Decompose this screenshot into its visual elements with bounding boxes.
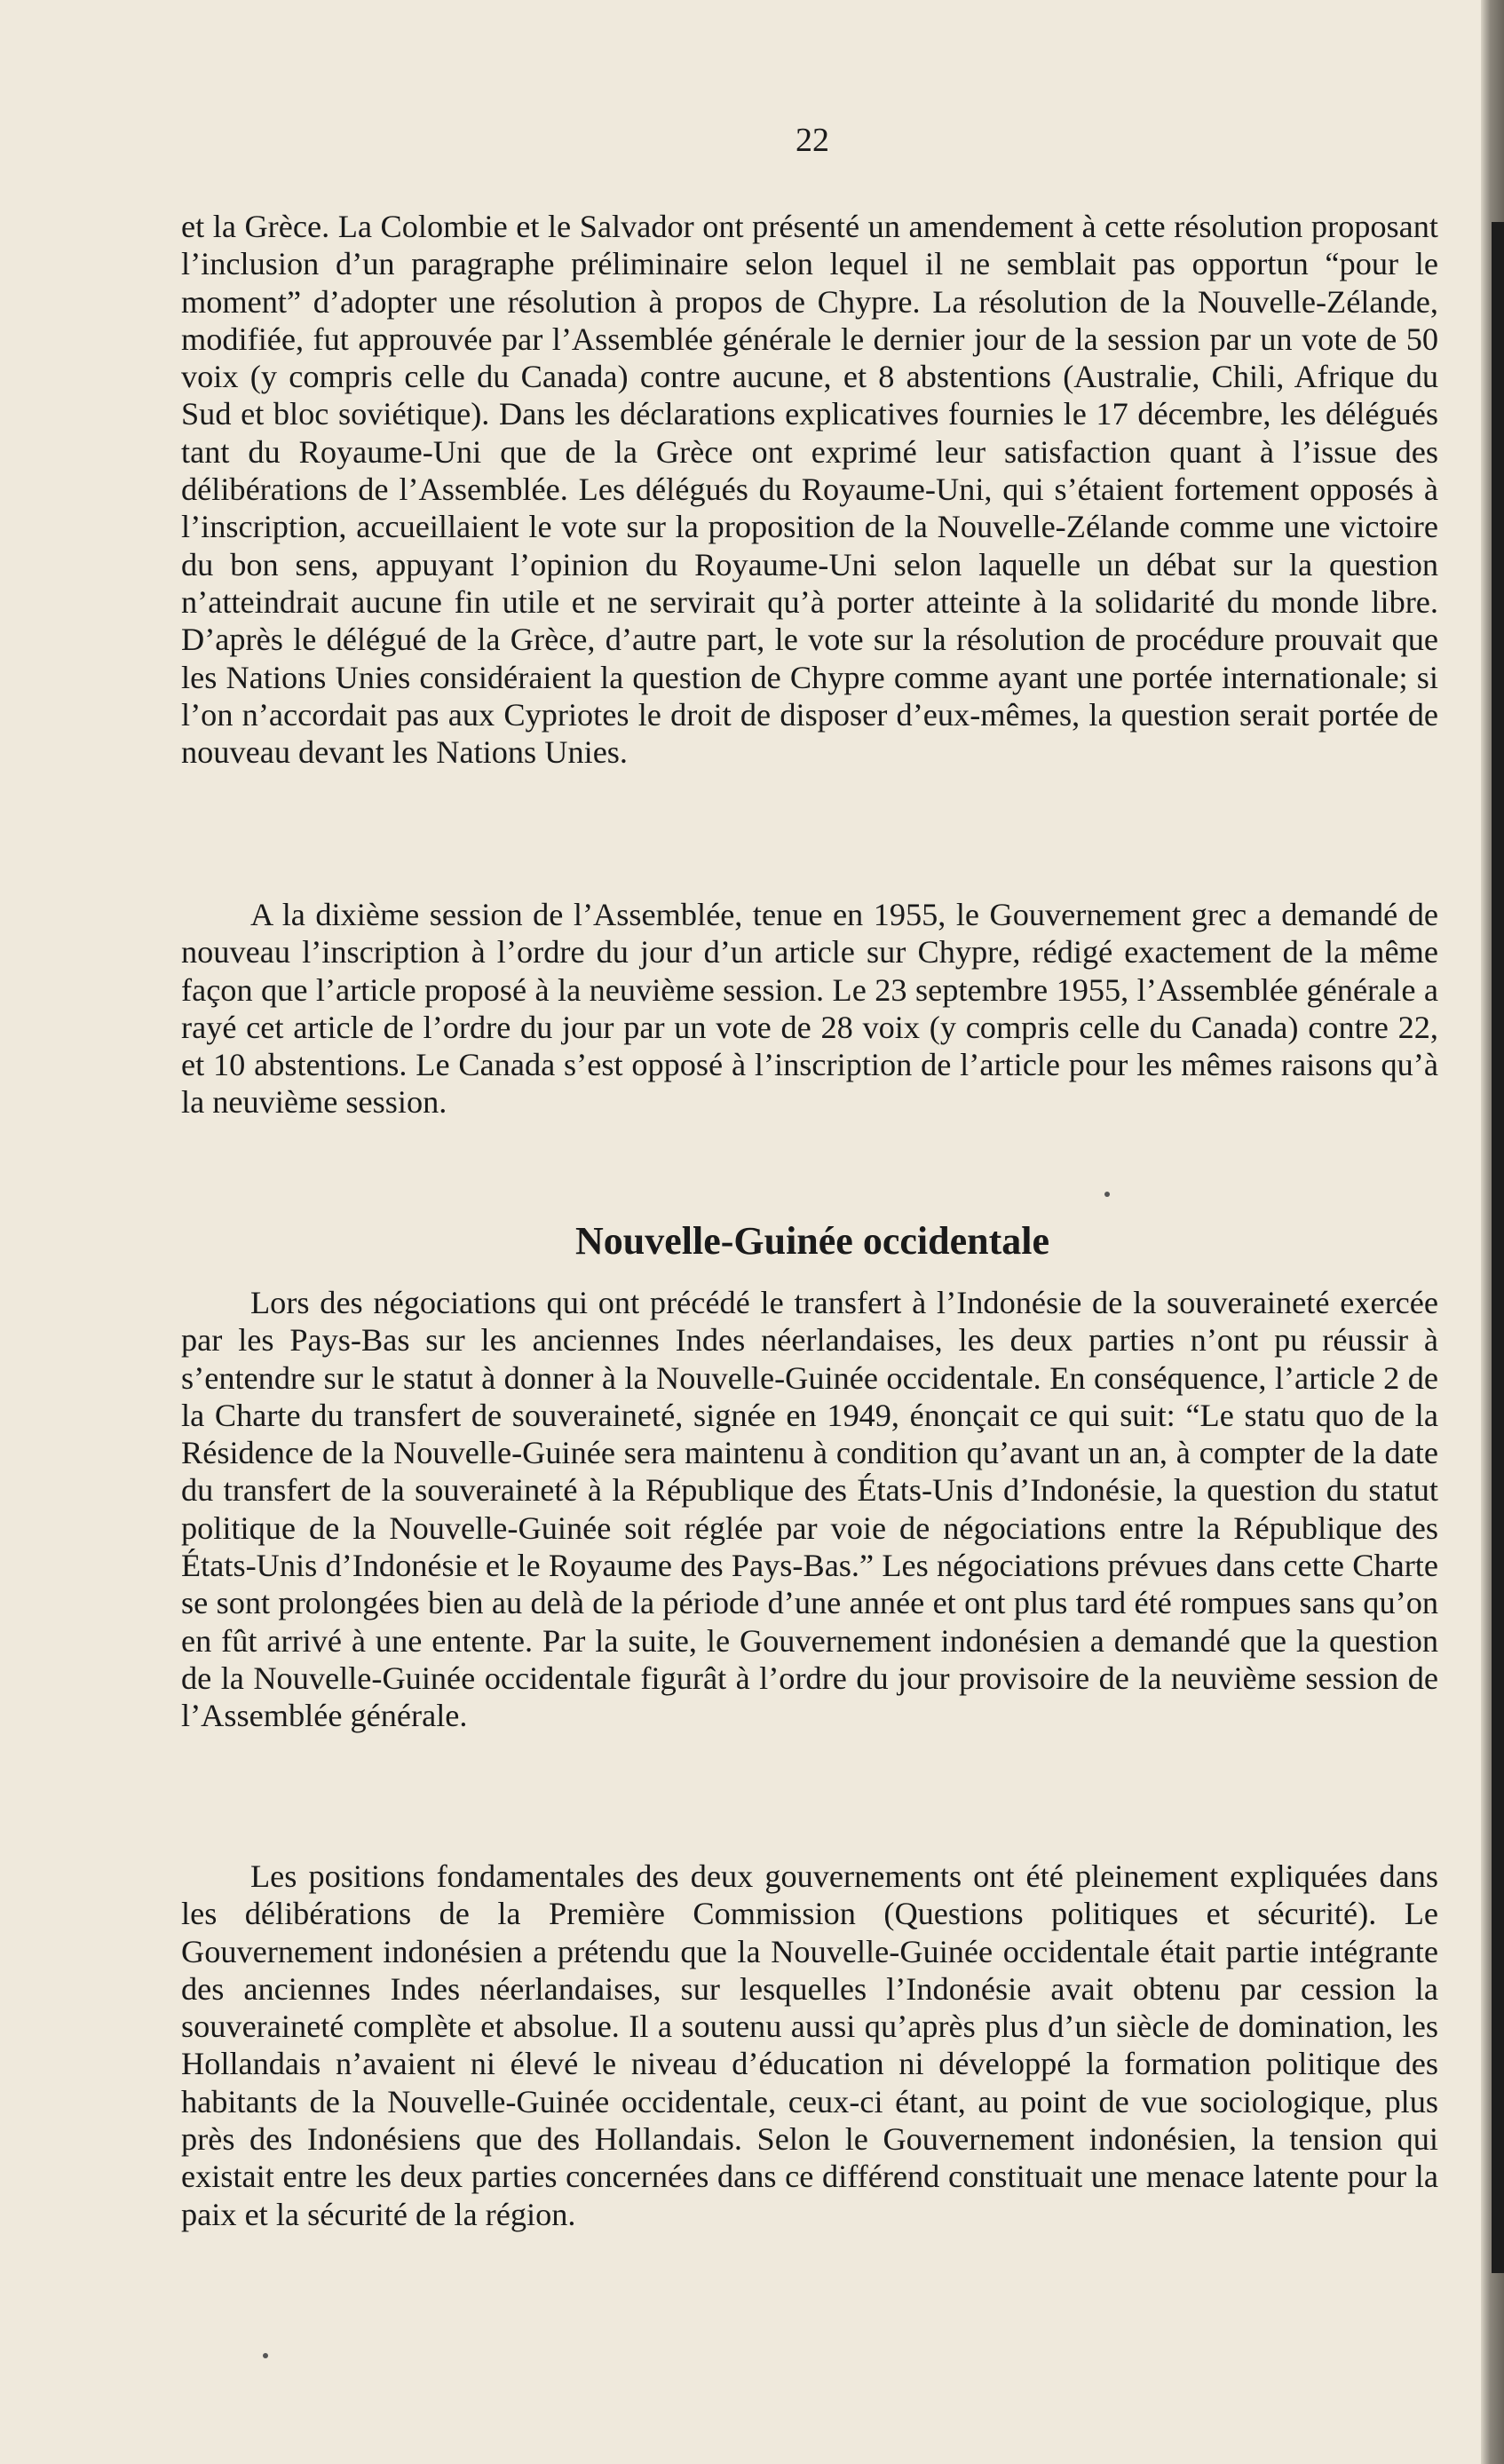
paragraph-tenth-session: A la dixième session de l’Assemblée, tenue en 1955, le Gouvernement grec a demandé de nouveau l’inscription à l’ordre du jour d’un article sur Chypre, rédigé exactement de la même façon que l’article proposé à la neuvième session. Le 23 septembre 1955, l’Assemblée générale a rayé cet article de l’ordre du jour par un vote de 28 voix (y compris celle du Canada) contre 22, et 10 abstentions. Le Canada s’est opposé à l’inscription de l’article pour les mêmes raisons qu’à la neuvième session.	[181, 897, 1438, 1121]
paper-speck	[1104, 1192, 1110, 1197]
paragraph-cyprus-resolution: et la Grèce. La Colombie et le Salvador ont présenté un amendement à cette résolution proposant l’inclusion d’un paragraphe préliminaire selon lequel il ne semblait pas opportun “pour le moment” d’adopter une résolution à propos de Chypre. La résolution de la Nouvelle-Zélande, modifiée, fut approuvée par l’Assemblée générale le dernier jour de la session par un vote de 50 voix (y compris celle du Canada) contre aucune, et 8 abstentions (Australie, Chili, Afrique du Sud et bloc soviétique). Dans les déclarations explicatives fournies le 17 décembre, les délégués tant du Royaume-Uni que de la Grèce ont exprimé leur satisfaction quant à l’issue des délibérations de l’Assemblée. Les délégués du Royaume-Uni, qui s’étaient fortement opposés à l’inscription, accueillaient le vote sur la proposition de la Nouvelle-Zélande comme une victoire du bon sens, appuyant l’opinion du Royaume-Uni selon laquelle un débat sur la question n’atteindrait aucune fin utile et ne servirait qu’à porter atteinte à la solidarité du monde libre. D’après le délégué de la Grèce, d’autre part, le vote sur la résolution de procédure prouvait que les Nations Unies considéraient la question de Chypre comme ayant une portée internationale; si l’on n’accordait pas aux Cypriotes le droit de disposer d’eux-mêmes, la question serait portée de nouveau devant les Nations Unies.	[181, 209, 1438, 771]
paragraph-new-guinea-negotiations: Lors des négociations qui ont précédé le transfert à l’Indonésie de la souveraineté exercée par les Pays-Bas sur les anciennes Indes néerlandaises, les deux parties n’ont pu réussir à s’entendre sur le statut à donner à la Nouvelle-Guinée occidentale. En conséquence, l’article 2 de la Charte du transfert de souveraineté, signée en 1949, énonçait ce qui suit: “Le statu quo de la Résidence de la Nouvelle-Guinée sera maintenu à condition qu’avant un an, à compter de la date du transfert de la souveraineté à la République des États-Unis d’Indonésie, la question du statut politique de la Nouvelle-Guinée soit réglée par voie de négociations entre la République des États-Unis d’Indonésie et le Royaume des Pays-Bas.” Les négociations prévues dans cette Charte se sont prolongées bien au delà de la période d’une année et ont plus tard été rompues sans qu’on en fût arrivé à une entente. Par la suite, le Gouvernement indonésien a demandé que la question de la Nouvelle-Guinée occidentale figurât à l’ordre du jour provisoire de la neuvième session de l’Assemblée générale.	[181, 1285, 1438, 1734]
paper-speck	[263, 2353, 268, 2358]
paragraph-government-positions: Les positions fondamentales des deux gouvernements ont été pleinement expliquées dans les délibérations de la Première Commission (Questions politiques et sécurité). Le Gouvernement indonésien a prétendu que la Nouvelle-Guinée occidentale était partie intégrante des anciennes Indes néerlandaises, sur lesquelles l’Indonésie avait obtenu par cession la souveraineté complète et absolue. Il a soutenu aussi qu’après plus d’un siècle de domination, les Hollandais n’avaient ni élevé le niveau d’éducation ni développé la formation politique des habitants de la Nouvelle-Guinée occidentale, ceux-ci étant, au point de vue sociologique, plus près des Indonésiens que des Hollandais. Selon le Gouvernement indonésien, la tension qui existait entre les deux parties concernées dans ce différend constituait une menace latente pour la paix et la sécurité de la région.	[181, 1858, 1438, 2232]
page-edge-bar	[1492, 222, 1504, 2273]
section-heading: Nouvelle-Guinée occidentale	[574, 1219, 1049, 1263]
body-text-new-guinea-intro	[181, 1284, 1438, 1735]
body-text-new-guinea-positions	[181, 1858, 1438, 2233]
body-text-tenth-session	[181, 896, 1438, 1121]
page-number: 22	[796, 122, 829, 159]
body-text-cyprus-continued	[181, 208, 1438, 771]
